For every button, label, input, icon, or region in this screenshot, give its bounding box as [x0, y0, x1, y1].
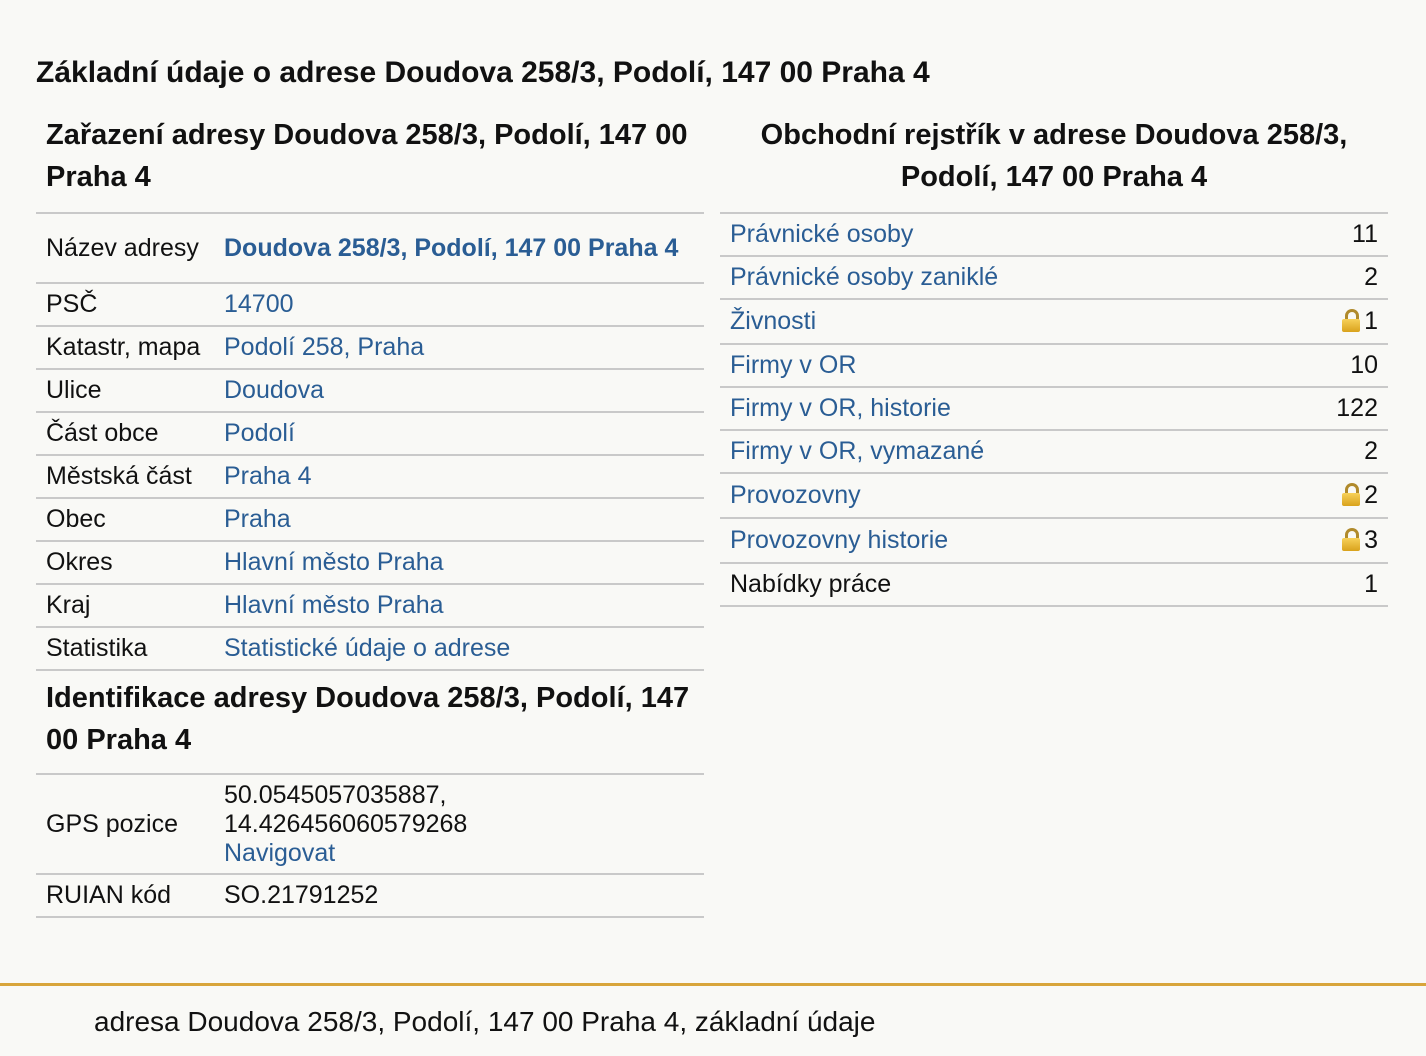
footer-divider — [0, 983, 1426, 986]
pravnicke-osoby-zanikle-link[interactable]: Právnické osoby zaniklé — [730, 263, 999, 291]
row-label: Statistika — [36, 627, 214, 670]
mestska-cast-link[interactable]: Praha 4 — [224, 462, 312, 490]
table-row — [720, 430, 1388, 473]
row-count: 3 — [1288, 518, 1388, 563]
row-label: Ulice — [36, 369, 214, 412]
table-row — [36, 627, 704, 670]
statistika-link[interactable]: Statistické údaje o adrese — [224, 634, 511, 662]
row-value — [214, 455, 704, 498]
psc-link[interactable]: 14700 — [224, 290, 294, 318]
row-count: 2 — [1288, 256, 1388, 299]
row-label — [720, 387, 1288, 430]
page-title: Základní údaje o adrese Doudova 258/3, Podolí, 147 00 Praha 4 — [36, 56, 930, 89]
row-value — [214, 326, 704, 369]
firmy-v-or-link[interactable]: Firmy v OR — [730, 351, 857, 379]
identification-table — [36, 773, 704, 918]
row-count: 10 — [1288, 344, 1388, 387]
table-row — [36, 541, 704, 584]
kraj-link[interactable]: Hlavní město Praha — [224, 591, 444, 619]
row-label — [720, 213, 1288, 256]
row-label — [720, 344, 1288, 387]
table-row — [36, 498, 704, 541]
ulice-link[interactable]: Doudova — [224, 376, 325, 404]
section-heading-zarazeni: Zařazení adresy Doudova 258/3, Podolí, 147 00 Praha 4 — [46, 119, 688, 193]
address-name-link[interactable]: Doudova 258/3, Podolí, 147 00 Praha 4 — [224, 233, 679, 262]
lock-icon — [1342, 528, 1360, 550]
row-value — [214, 774, 704, 874]
row-label: Část obce — [36, 412, 214, 455]
footer-text: adresa Doudova 258/3, Podolí, 147 00 Praha 4, základní údaje — [94, 1006, 876, 1037]
table-row — [36, 412, 704, 455]
right-column — [720, 112, 1388, 607]
navigate-link[interactable]: Navigovat — [224, 838, 336, 867]
section-heading-identifikace: Identifikace adresy Doudova 258/3, Podolí, 147 00 Praha 4 — [46, 682, 690, 756]
table-row — [720, 563, 1388, 606]
row-value: SO.21791252 — [214, 874, 704, 917]
row-label: GPS pozice — [36, 774, 214, 874]
gps-latitude: 50.0545057035887, — [224, 780, 447, 809]
address-info-table — [36, 212, 704, 671]
table-row — [36, 326, 704, 369]
row-label — [720, 430, 1288, 473]
row-label: Název adresy — [36, 213, 214, 283]
row-label: RUIAN kód — [36, 874, 214, 917]
row-value — [214, 541, 704, 584]
lock-icon — [1342, 483, 1360, 505]
table-row — [720, 213, 1388, 256]
table-row — [36, 584, 704, 627]
pravnicke-osoby-link[interactable]: Právnické osoby — [730, 220, 914, 248]
row-label: Okres — [36, 541, 214, 584]
firmy-v-or-vymazane-link[interactable]: Firmy v OR, vymazané — [730, 437, 985, 465]
left-column — [36, 112, 704, 918]
row-count: 2 — [1288, 430, 1388, 473]
row-label — [720, 299, 1288, 344]
row-value — [214, 627, 704, 670]
row-label: Katastr, mapa — [36, 326, 214, 369]
row-label — [720, 256, 1288, 299]
row-value — [214, 369, 704, 412]
table-row — [36, 283, 704, 326]
row-value — [214, 283, 704, 326]
lock-icon — [1342, 309, 1360, 331]
provozovny-historie-link[interactable]: Provozovny historie — [730, 526, 949, 554]
table-row — [720, 256, 1388, 299]
row-count: 1 — [1288, 563, 1388, 606]
row-value — [214, 213, 704, 283]
row-value — [214, 584, 704, 627]
row-label: Městská část — [36, 455, 214, 498]
obec-link[interactable]: Praha — [224, 505, 291, 533]
cast-obce-link[interactable]: Podolí — [224, 419, 295, 447]
okres-link[interactable]: Hlavní město Praha — [224, 548, 444, 576]
table-row — [720, 299, 1388, 344]
row-label: Nabídky práce — [720, 563, 1288, 606]
table-row — [36, 774, 704, 874]
row-label — [720, 518, 1288, 563]
zivnosti-link[interactable]: Živnosti — [730, 307, 817, 335]
row-count: 122 — [1288, 387, 1388, 430]
row-label — [720, 473, 1288, 518]
table-row — [720, 518, 1388, 563]
table-row — [720, 344, 1388, 387]
row-label: Kraj — [36, 584, 214, 627]
table-row — [720, 387, 1388, 430]
row-label: Obec — [36, 498, 214, 541]
table-row — [36, 874, 704, 917]
provozovny-link[interactable]: Provozovny — [730, 481, 861, 509]
row-value — [214, 498, 704, 541]
row-value — [214, 412, 704, 455]
table-row — [36, 213, 704, 283]
gps-longitude: 14.426456060579268 — [224, 809, 468, 838]
registry-table — [720, 212, 1388, 607]
row-count: 1 — [1288, 299, 1388, 344]
katastr-link[interactable]: Podolí 258, Praha — [224, 333, 425, 361]
section-heading-rejstrik: Obchodní rejstřík v adrese Doudova 258/3, Podolí, 147 00 Praha 4 — [760, 119, 1348, 193]
table-row — [36, 369, 704, 412]
table-row — [720, 473, 1388, 518]
row-count: 11 — [1288, 213, 1388, 256]
row-count: 2 — [1288, 473, 1388, 518]
table-row — [36, 455, 704, 498]
firmy-v-or-historie-link[interactable]: Firmy v OR, historie — [730, 394, 951, 422]
row-label: PSČ — [36, 283, 214, 326]
